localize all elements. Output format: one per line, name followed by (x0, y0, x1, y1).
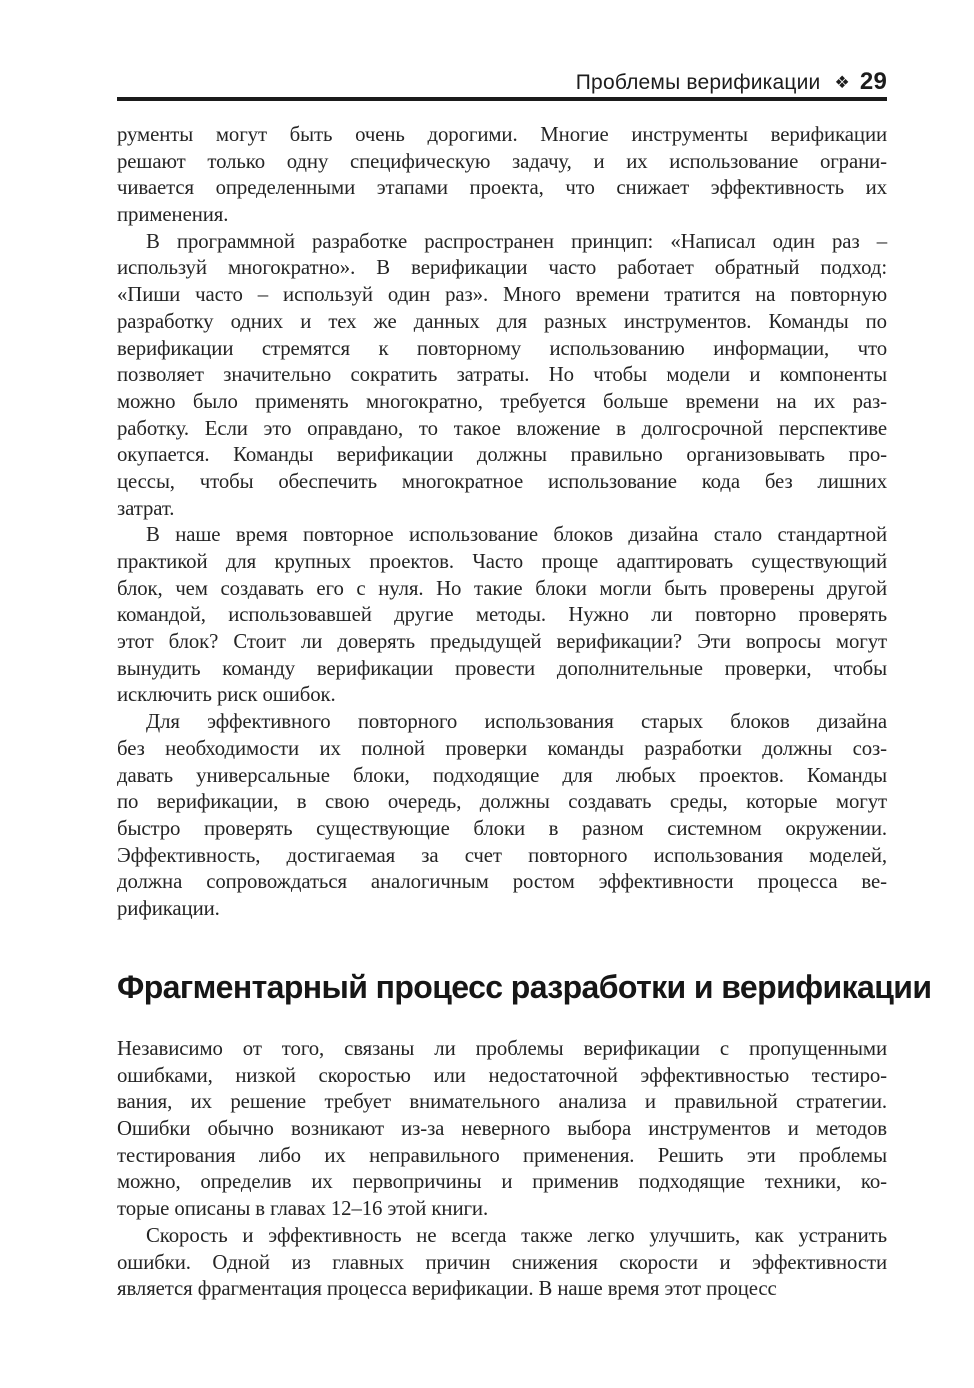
text-line: торые описаны в главах 12–16 этой книги. (117, 1197, 489, 1221)
text-line: Независимо от того, связаны ли проблемы верификации с пропущенными (117, 1037, 887, 1060)
text-line: В программной разработке распространен принцип: «Написал один раз – (146, 229, 887, 253)
text-line: является фрагментация процесса верификации. В наше время этот процесс (117, 1277, 777, 1301)
diamond-ornament-icon: ❖ (834, 73, 850, 92)
section-heading: Фрагментарный процесс разработки и верификации (117, 969, 932, 1005)
text-line: быстро проверять существующие блоки в разном системном окружении. (117, 816, 887, 840)
text-line: практикой для крупных проектов. Часто проще адаптировать существующий (117, 550, 887, 573)
text-line: по верификации, в свою очередь, должны создавать среды, которые могут (117, 790, 887, 814)
text-line: ошибками, низкой скоростью или недостаточной эффективностью тестиро- (117, 1063, 887, 1087)
text-line: можно было применять многократно, требуется больше времени на их раз- (117, 389, 887, 413)
text-line: вания, их решение требует внимательного анализа и правильной стратегии. (117, 1090, 887, 1114)
text-line: верификации стремятся к повторному использованию информации, что (117, 336, 887, 360)
text-line: решают только одну специфическую задачу, и их использование ограни- (117, 149, 887, 173)
running-head-title: Проблемы верификации (575, 71, 821, 94)
text-line: должна сопровождаться аналогичным ростом эффективности процесса ве- (117, 870, 887, 894)
text-line: без необходимости их полной проверки команды разработки должны соз- (117, 736, 887, 760)
running-head (117, 68, 887, 96)
text-line: чивается определенными этапами проекта, что снижает эффективность их (117, 176, 887, 200)
text-line: вынудить команду верификации провести дополнительные проверки, чтобы (117, 656, 887, 680)
paragraph (117, 122, 887, 229)
text-line: разработку одних и тех же данных для разных инструментов. Команды по (117, 309, 887, 333)
text-line: работку. Если это оправдано, то такое вложение в долгосрочной перспективе (117, 416, 887, 440)
text-line: исключить риск ошибок. (117, 683, 336, 707)
text-line: В наше время повторное использование блоков дизайна стало стандартной (146, 523, 887, 547)
header-rule (117, 97, 887, 101)
text-line: затрат. (117, 496, 175, 520)
text-line: Эффективность, достигаемая за счет повторного использования моделей, (117, 843, 887, 867)
text-line: этот блок? Стоит ли доверять предыдущей верификации? Эти вопросы могут (117, 630, 887, 654)
text-line: применения. (117, 203, 229, 227)
text-line: Ошибки обычно возникают из-за неверного выбора инструментов и методов (117, 1117, 887, 1141)
text-line: позволяет значительно сократить затраты. Но чтобы модели и компоненты (117, 363, 887, 387)
text-line: используй многократно». В верификации часто работает обратный подход: (117, 256, 887, 280)
paragraph (117, 1223, 887, 1303)
text-line: можно, определив их первопричины и применив подходящие техники, ко- (117, 1170, 887, 1194)
body-text-after-heading (117, 1036, 887, 1303)
text-line: окупается. Команды верификации должны правильно организовывать про- (117, 443, 887, 467)
text-line: ошибки. Одной из главных причин снижения скорости и эффективности (117, 1250, 887, 1274)
text-line: цессы, чтобы обеспечить многократное использование кода без лишних (117, 469, 887, 493)
text-line: блок, чем создавать его с нуля. Но такие блоки могли быть проверены другой (117, 576, 887, 600)
paragraph (117, 1036, 887, 1223)
body-text-before-heading (117, 122, 887, 923)
text-line: Для эффективного повторного использования старых блоков дизайна (146, 710, 887, 734)
text-line: командой, использовавшей другие методы. Нужно ли повторно проверять (117, 603, 887, 627)
text-line: Скорость и эффективность не всегда также легко улучшить, как устранить (146, 1223, 887, 1247)
text-line: тестирования либо их неправильного применения. Решить эти проблемы (117, 1143, 887, 1167)
text-line: давать универсальные блоки, подходящие для любых проектов. Команды (117, 763, 887, 787)
text-line: «Пиши часто – используй один раз». Много времени тратится на повторную (117, 283, 887, 307)
text-line: рументы могут быть очень дорогими. Многие инструменты верификации (117, 123, 887, 146)
page-number: 29 (859, 68, 887, 95)
paragraph (117, 522, 887, 709)
text-line: рификации. (117, 896, 220, 920)
paragraph (117, 709, 887, 923)
paragraph (117, 229, 887, 523)
